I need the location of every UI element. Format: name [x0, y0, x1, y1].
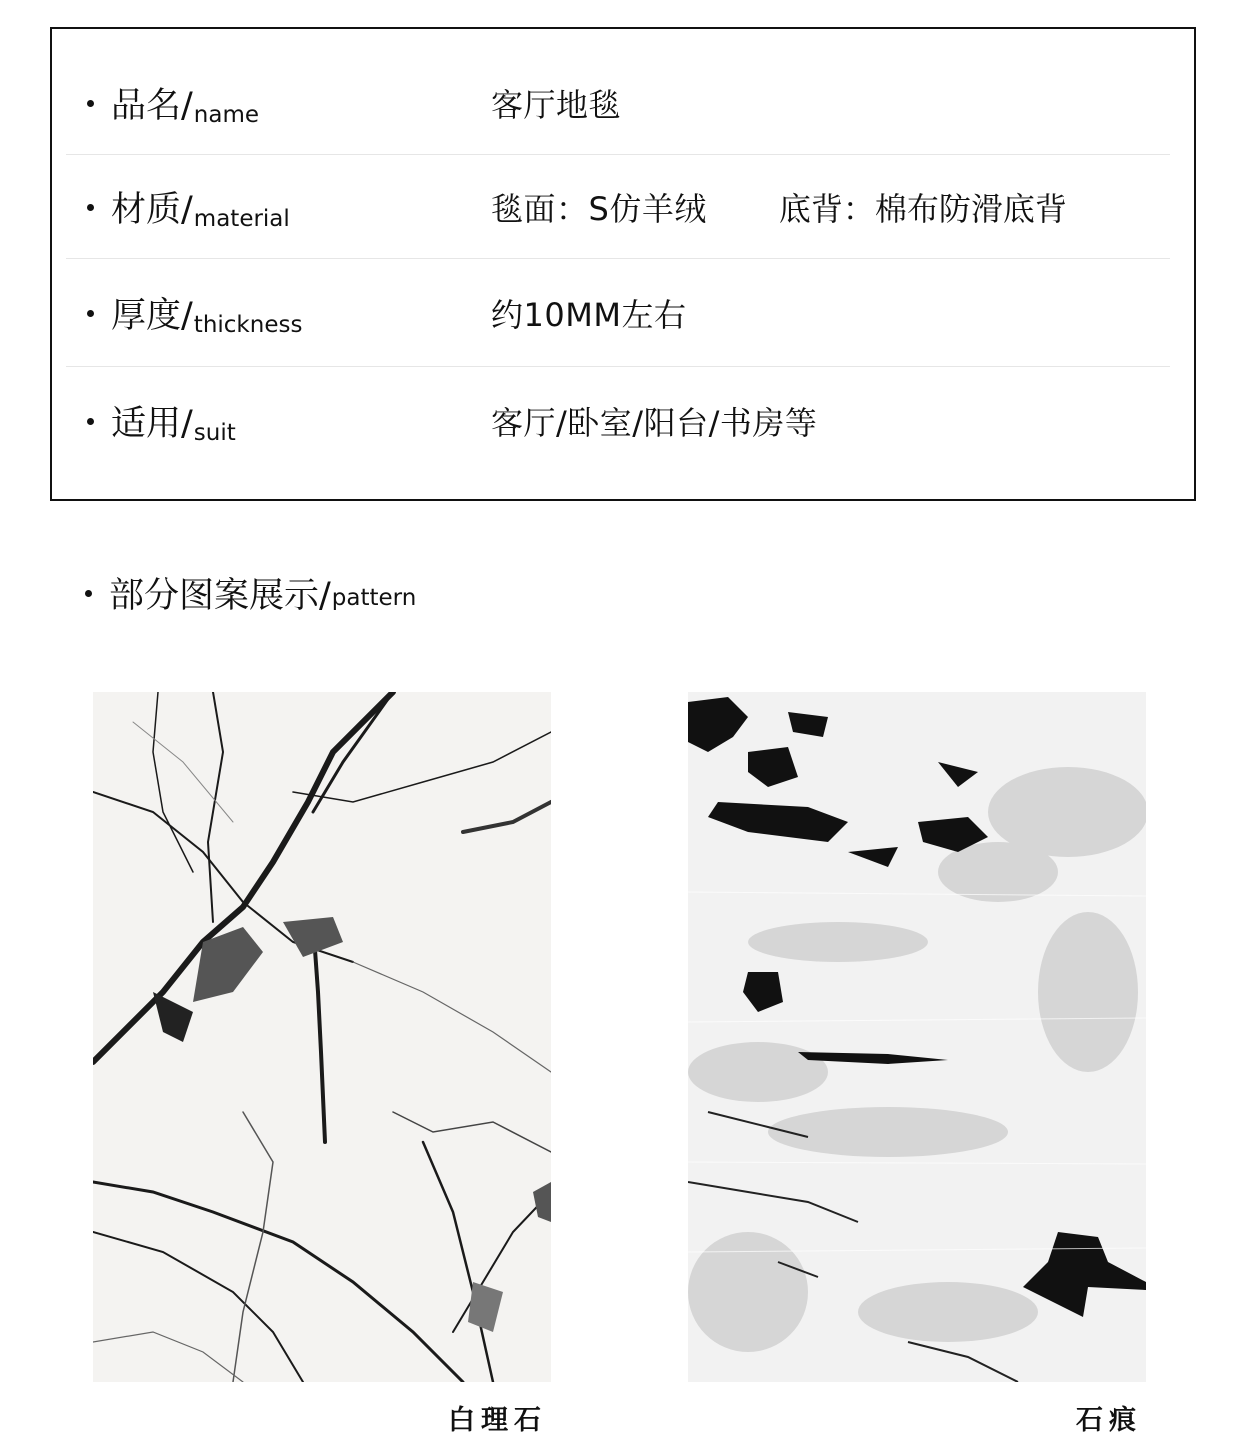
spec-value: 毯面：S仿羊绒: [491, 190, 707, 228]
bullet-icon: [87, 310, 94, 317]
bullet-icon: [87, 100, 94, 107]
spec-label: 厚度/: [111, 296, 193, 336]
spec-row-material: [66, 155, 1170, 259]
spec-label: 品名/: [111, 86, 193, 126]
spec-label-en: name: [193, 102, 260, 128]
spec-label-en: thickness: [193, 312, 303, 338]
spec-value: 约10MM左右: [491, 296, 687, 334]
spec-value: 客厅/卧室/阳台/书房等: [491, 404, 818, 442]
rug-image-stone-trace: [688, 692, 1146, 1382]
pattern-caption: 石痕: [1076, 1405, 1142, 1436]
section-heading-en: pattern: [331, 585, 417, 611]
spec-row-thickness: [66, 259, 1170, 367]
spec-table: [50, 27, 1196, 501]
section-heading: 部分图案展示/: [109, 576, 331, 616]
spec-row-name: [66, 51, 1170, 155]
spec-label-en: suit: [193, 420, 236, 446]
spec-row-suit: [66, 369, 1170, 473]
spec-label: 适用/: [111, 404, 193, 444]
row-divider: [66, 366, 1170, 367]
bullet-icon: [87, 204, 94, 211]
marble-pattern: [93, 692, 551, 1382]
pattern-section-title: [70, 568, 416, 618]
pattern-caption: 白理石: [448, 1405, 547, 1436]
rug-image-white-marble: [93, 692, 551, 1382]
spec-value-extra: 底背：棉布防滑底背: [778, 190, 1067, 228]
bullet-icon: [87, 418, 94, 425]
spec-label-en: material: [193, 206, 290, 232]
bullet-icon: [85, 590, 92, 597]
stone-pattern: [688, 692, 1146, 1382]
spec-value: 客厅地毯: [491, 86, 622, 124]
spec-label: 材质/: [111, 190, 193, 230]
